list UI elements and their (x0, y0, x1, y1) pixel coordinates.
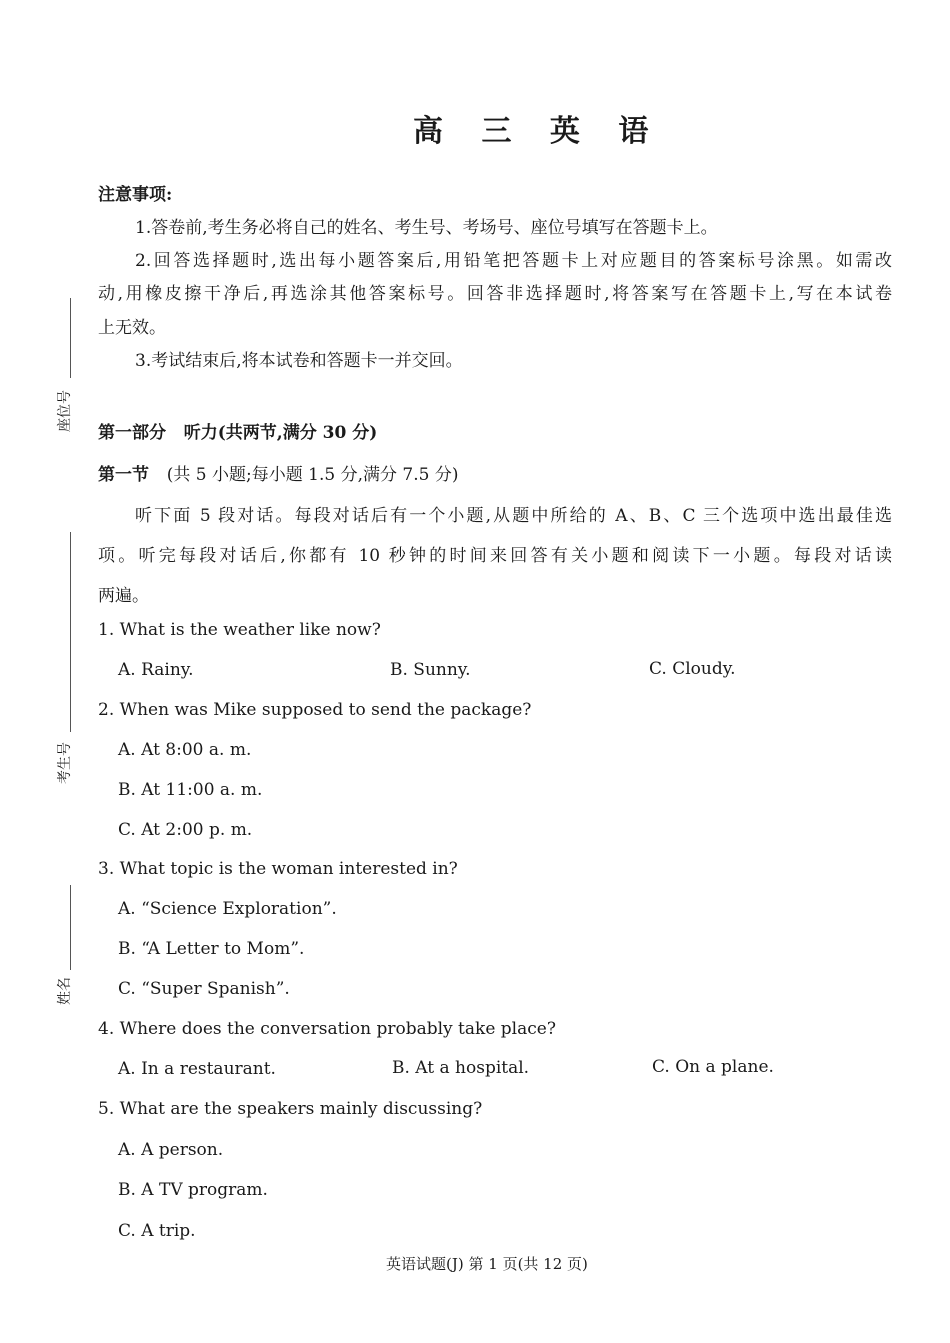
question-2-option-a: A. At 8:00 a. m. (118, 740, 252, 760)
part-1-name: 听力(共两节,满分 30 分) (183, 423, 378, 443)
question-1-option-a: A. Rainy. (118, 660, 194, 680)
question-5-option-b: B. A TV program. (118, 1180, 268, 1200)
notes-item-2-line-3: 上无效。 (98, 318, 166, 338)
seat-number-line (70, 298, 71, 378)
page-title: 高 三 英 语 (413, 114, 663, 149)
question-5-stem: 5. What are the speakers mainly discussing? (98, 1099, 483, 1119)
question-4-option-c: C. On a plane. (652, 1057, 774, 1077)
question-3-option-c: C. “Super Spanish”. (118, 979, 290, 999)
exam-number-line (70, 532, 71, 732)
question-2-option-c: C. At 2:00 p. m. (118, 820, 253, 840)
name-label: 姓名 (57, 977, 73, 1005)
directions-line-2: 项。听完每段对话后,你都有 10 秒钟的时间来回答有关小题和阅读下一小题。每段对话读 (98, 546, 892, 566)
section-1-label: 第一节 (98, 465, 149, 485)
question-2-stem: 2. When was Mike supposed to send the package? (98, 700, 532, 720)
question-1-option-c: C. Cloudy. (649, 659, 736, 679)
exam-number-label: 考生号 (57, 742, 73, 784)
question-3-option-a: A. “Science Exploration”. (118, 899, 337, 919)
question-1-option-b: B. Sunny. (390, 660, 471, 680)
part-1-label: 第一部分 (98, 423, 166, 443)
question-3-option-b: B. “A Letter to Mom”. (118, 939, 305, 959)
question-4-option-a: A. In a restaurant. (118, 1059, 276, 1079)
seat-number-label: 座位号 (57, 390, 73, 432)
question-2-option-b: B. At 11:00 a. m. (118, 780, 263, 800)
directions-line-3: 两遍。 (98, 586, 149, 606)
notes-item-2-line-2: 动,用橡皮擦干净后,再选涂其他答案标号。回答非选择题时,将答案写在答题卡上,写在本试卷 (98, 284, 892, 304)
section-1-info: (共 5 小题;每小题 1.5 分,满分 7.5 分) (166, 465, 459, 485)
question-5-option-a: A. A person. (118, 1140, 224, 1160)
notes-item-1: 1.答卷前,考生务必将自己的姓名、考生号、考场号、座位号填写在答题卡上。 (135, 218, 718, 238)
question-5-option-c: C. A trip. (118, 1221, 196, 1241)
notes-item-2-line-1: 2.回答选择题时,选出每小题答案后,用铅笔把答题卡上对应题目的答案标号涂黑。如需改 (135, 251, 892, 271)
question-4-stem: 4. Where does the conversation probably take place? (98, 1019, 556, 1039)
question-1-stem: 1. What is the weather like now? (98, 620, 381, 640)
part-1-heading (98, 418, 377, 443)
question-3-stem: 3. What topic is the woman interested in? (98, 859, 458, 879)
name-line (70, 885, 71, 970)
directions-line-1: 听下面 5 段对话。每段对话后有一个小题,从题中所给的 A、B、C 三个选项中选出最佳选 (135, 506, 892, 526)
notes-item-3: 3.考试结束后,将本试卷和答题卡一并交回。 (135, 351, 463, 371)
section-1-heading (98, 460, 458, 485)
page-footer: 英语试题(J) 第 1 页(共 12 页) (386, 1255, 588, 1273)
question-4-option-b: B. At a hospital. (392, 1058, 530, 1078)
notes-heading: 注意事项: (98, 185, 173, 205)
